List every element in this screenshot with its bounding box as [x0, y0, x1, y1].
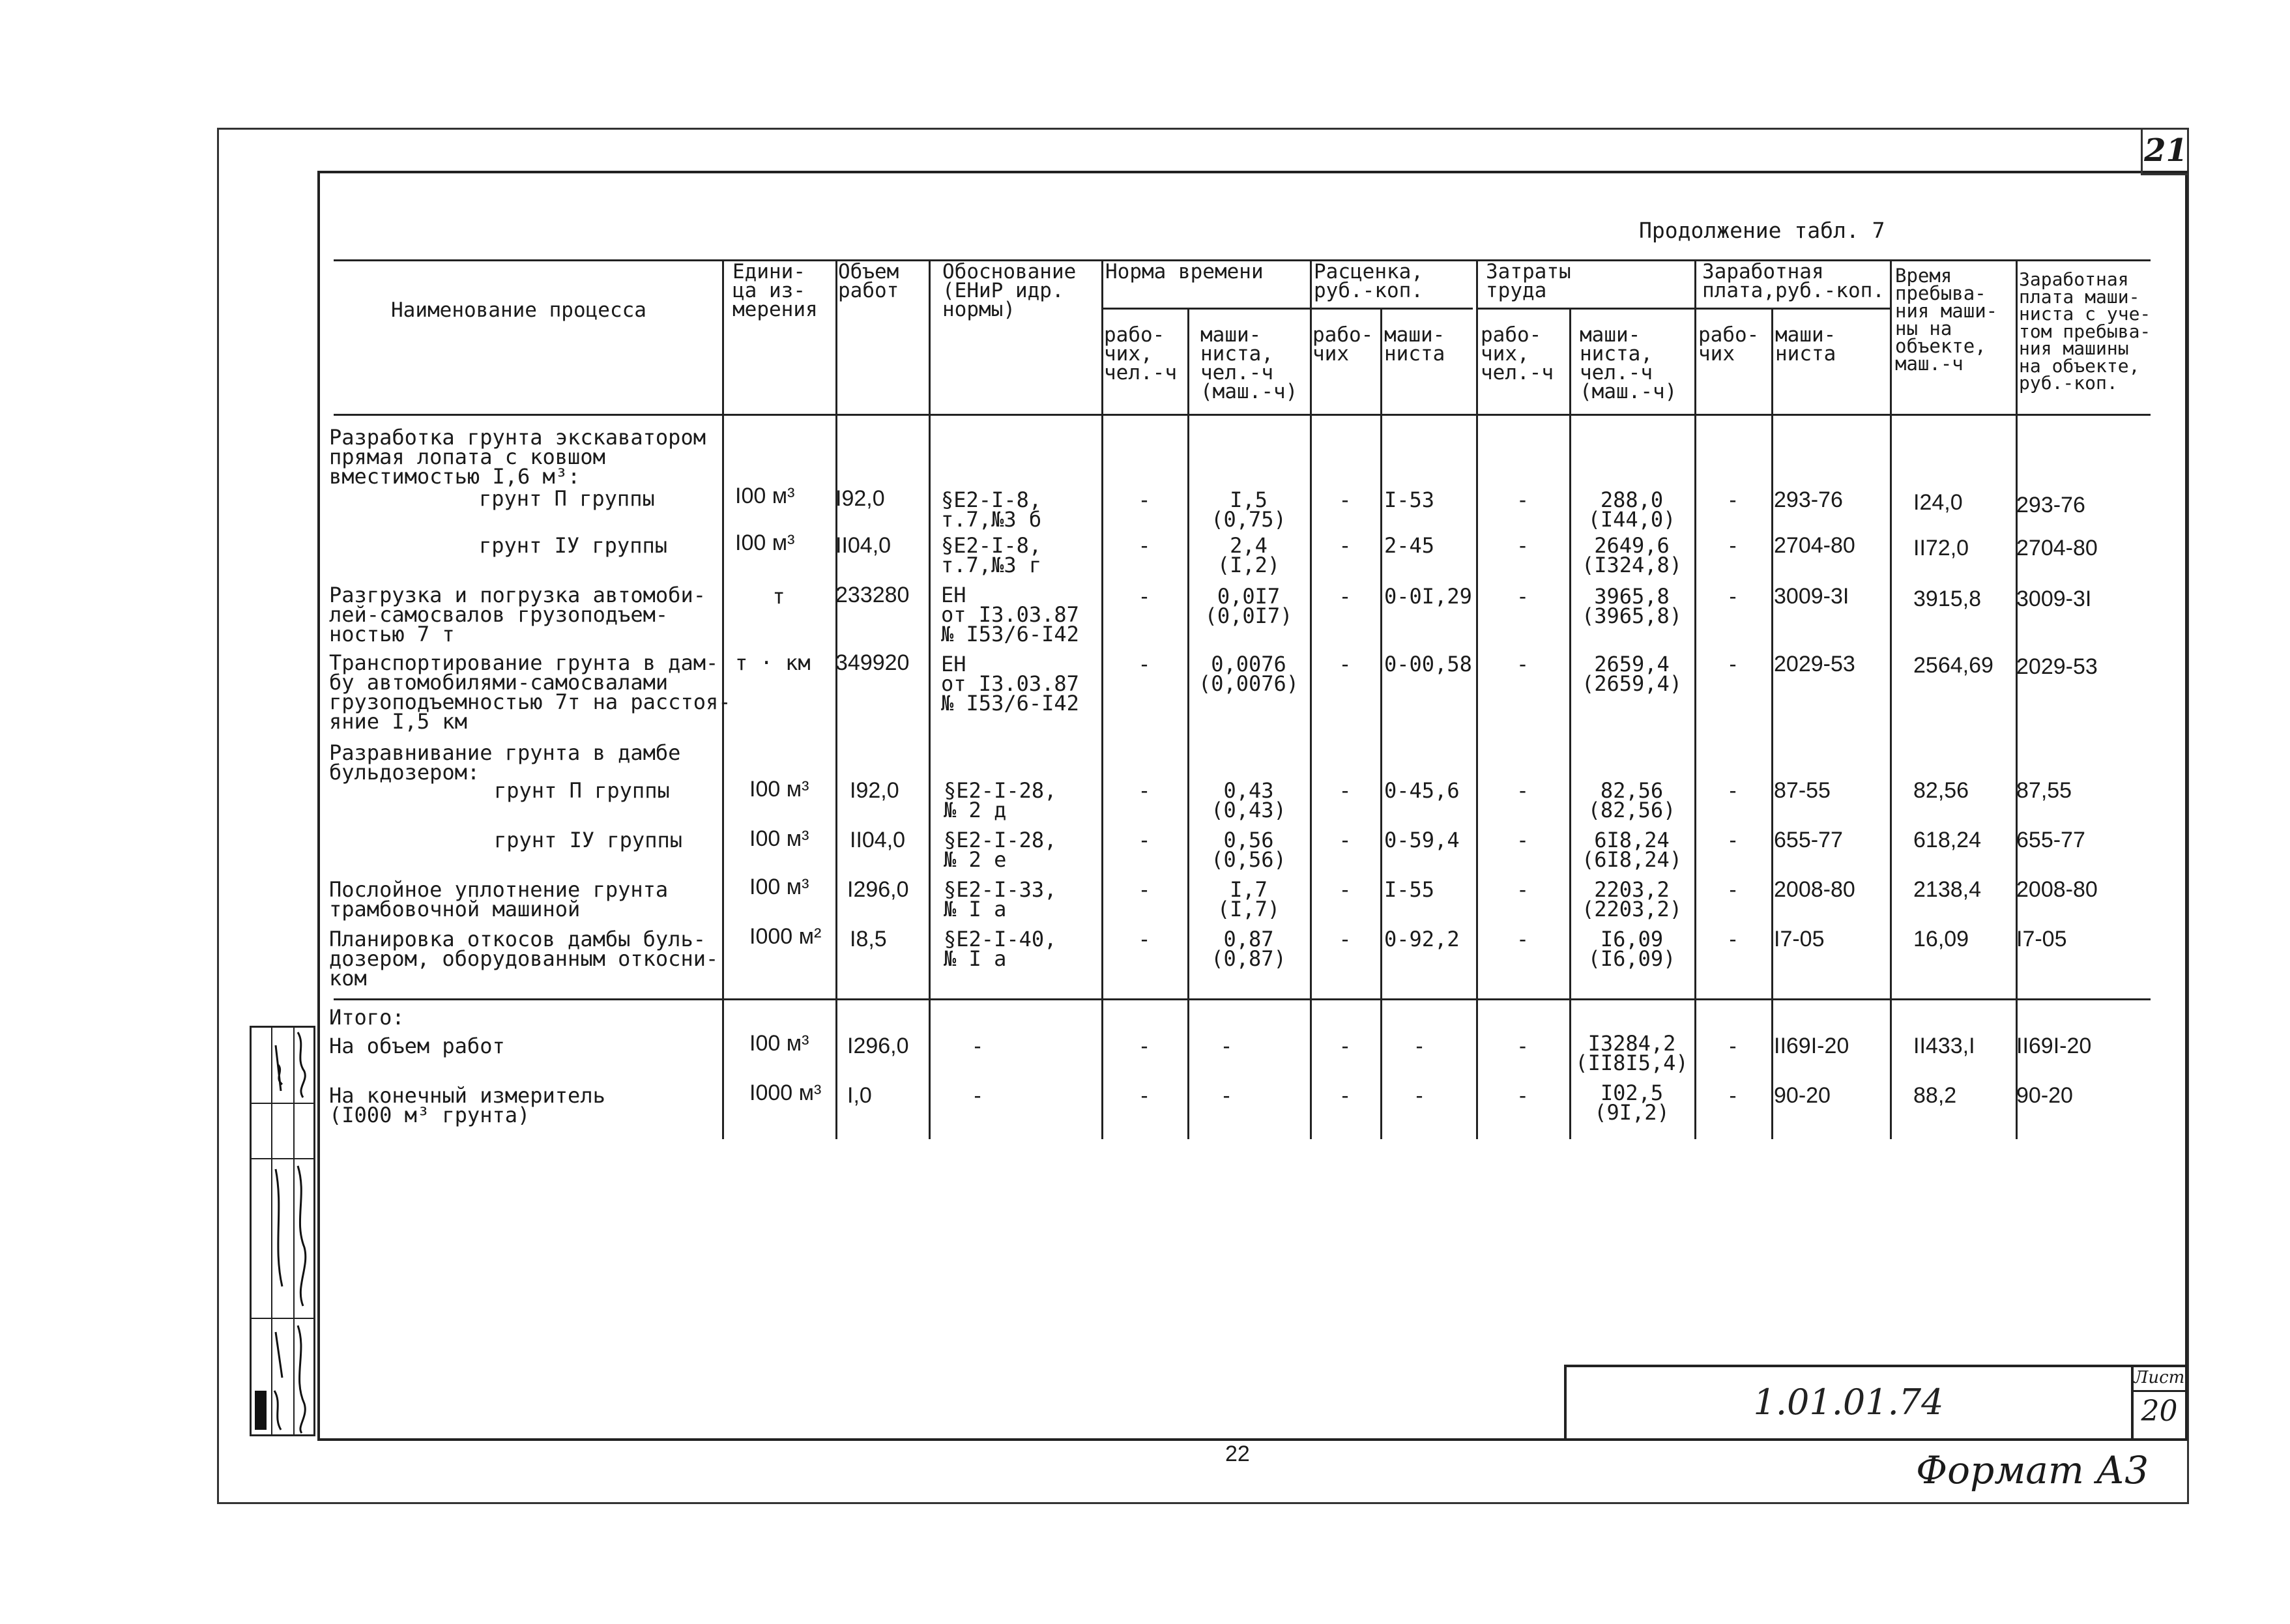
row-norm-machinist: 0,0076 (0,0076)	[1198, 652, 1299, 696]
row-norm-workers: -	[1138, 877, 1151, 902]
header-wage-workers: рабо- чих	[1698, 323, 1760, 366]
sheet-number: 21	[2141, 128, 2189, 175]
row-wage-machinist: 2704-80	[1774, 533, 1855, 558]
section-excavation: Разработка грунта экскаватором прямая лопата с ковшом вместимостью I,6 м³:	[329, 425, 706, 489]
row-rate-workers: -	[1339, 487, 1352, 512]
row-wage-machinist: 655-77	[1774, 828, 1843, 852]
row-stay-time: 618,24	[1913, 828, 1981, 852]
row-stay-time: 88,2	[1913, 1083, 1957, 1108]
row-rate-workers: -	[1339, 584, 1352, 609]
row-unit: I00 м³	[749, 875, 809, 899]
table-caption: Продолжение табл. 7	[1639, 218, 1885, 243]
row-wage-workers: -	[1726, 877, 1739, 902]
row-wage-machinist: 293-76	[1774, 487, 1843, 512]
row-wage-machinist: 87-55	[1774, 778, 1831, 803]
row-rate-workers: -	[1339, 533, 1352, 558]
row-wage-workers: -	[1726, 652, 1739, 676]
row-wage-workers: -	[1726, 533, 1739, 558]
row-norm-workers: -	[1138, 927, 1151, 951]
row-rate-workers: -	[1339, 652, 1352, 676]
row-name: Транспортирование грунта в дам- бу автомобилями-самосвалами грузоподъемностью 7т на расстоя- яние I,5 км	[329, 650, 731, 734]
handwritten-signatures	[250, 1026, 315, 1436]
row-labor-machinist: 2659,4 (2659,4)	[1581, 652, 1683, 696]
row-norm-machinist: 0,43 (0,43)	[1211, 778, 1286, 822]
row-wage-total: 2704-80	[2016, 536, 2098, 560]
row-wage-total: I7-05	[2016, 927, 2067, 951]
row-name: грунт П группы	[494, 778, 670, 803]
row-stay-time: I24,0	[1913, 490, 1963, 515]
row-name: Разгрузка и погрузка автомоби- лей-самосвалов грузоподъем- ностью 7 т	[329, 583, 706, 646]
header-stay-time: Время пребыва- ния маши- ны на объекте, маш.-ч	[1895, 265, 1998, 375]
row-basis: §Е2-I-40, № I а	[944, 927, 1057, 971]
row-labor-workers: -	[1516, 1034, 1529, 1058]
row-basis: §Е2-I-33, № I а	[944, 877, 1057, 921]
row-stay-time: II433,I	[1913, 1034, 1975, 1058]
row-labor-machinist: 82,56 (82,56)	[1587, 778, 1676, 822]
header-wage-machinist: маши- ниста	[1775, 323, 1836, 366]
row-labor-workers: -	[1516, 584, 1529, 609]
row-labor-machinist: 3965,8 (3965,8)	[1581, 584, 1683, 628]
row-wage-workers: -	[1726, 927, 1739, 951]
row-wage-total: 87,55	[2016, 778, 2072, 803]
row-norm-machinist: -	[1220, 1083, 1233, 1108]
row-volume: I296,0	[847, 1034, 909, 1058]
row-rate-machinist: 0-45,6	[1384, 778, 1460, 803]
row-norm-workers: -	[1138, 778, 1151, 803]
header-wage: Заработная плата,руб.-коп.	[1702, 260, 1885, 302]
row-rate-machinist: 0-59,4	[1384, 828, 1460, 852]
row-norm-machinist: -	[1220, 1034, 1233, 1058]
document-code: 1.01.01.74	[1753, 1382, 1944, 1423]
row-basis: ЕН от I3.03.87 № I53/6-I42	[941, 583, 1079, 646]
row-labor-workers: -	[1516, 652, 1529, 676]
row-volume: II04,0	[850, 828, 906, 852]
row-stay-time: 3915,8	[1913, 587, 1981, 611]
row-norm-workers: -	[1138, 487, 1151, 512]
row-labor-machinist: 2649,6 (I324,8)	[1581, 533, 1683, 577]
row-basis: ЕН от I3.03.87 № I53/6-I42	[941, 652, 1079, 716]
row-rate-workers: -	[1339, 1083, 1352, 1108]
sheet-box-number: 20	[2141, 1395, 2178, 1428]
row-volume: I92,0	[850, 778, 899, 803]
row-name: На объем работ	[329, 1034, 505, 1058]
row-wage-machinist: II69I-20	[1774, 1034, 1849, 1058]
row-wage-machinist: 3009-3I	[1774, 584, 1849, 609]
row-name: На конечный измеритель (I000 м³ грунта)	[329, 1083, 605, 1127]
row-unit: I00 м³	[735, 530, 795, 555]
row-wage-total: 90-20	[2016, 1083, 2073, 1108]
row-unit: I000 м³	[749, 1080, 822, 1105]
row-basis: §Е2-I-28, № 2 е	[944, 828, 1057, 872]
row-wage-total: 655-77	[2016, 828, 2085, 852]
header-wage-total: Заработная плата маши- ниста с уче- том пребыва- ния машины на объекте, руб.-коп.	[2019, 268, 2151, 394]
format-label: Формат А3	[1916, 1448, 2149, 1492]
row-rate-machinist: -	[1413, 1083, 1426, 1108]
row-basis: §Е2-I-8, т.7,№3 г	[941, 533, 1042, 577]
row-unit: т · км	[735, 650, 811, 675]
row-norm-workers: -	[1138, 1034, 1151, 1058]
row-norm-workers: -	[1138, 533, 1151, 558]
row-labor-machinist: I6,09 (I6,09)	[1587, 927, 1676, 971]
row-labor-machinist: I3284,2 (II8I5,4)	[1575, 1031, 1689, 1075]
row-wage-workers: -	[1726, 828, 1739, 852]
row-norm-machinist: 2,4 (I,2)	[1217, 533, 1281, 577]
header-norm-workers: рабо- чих, чел.-ч	[1104, 323, 1177, 384]
row-name: грунт IУ группы	[479, 533, 667, 558]
row-unit: I00 м³	[735, 484, 795, 508]
row-wage-workers: -	[1726, 584, 1739, 609]
row-labor-machinist: 288,0 (I44,0)	[1587, 487, 1676, 532]
row-volume: I8,5	[850, 927, 887, 951]
section-leveling: Разравнивание грунта в дамбе бульдозером:	[329, 740, 681, 785]
header-basis: Обоснование (ЕНиР идр. нормы)	[942, 260, 1077, 321]
row-norm-machinist: I,7 (I,7)	[1217, 877, 1281, 921]
row-norm-machinist: 0,87 (0,87)	[1211, 927, 1286, 971]
row-unit: т	[772, 584, 785, 609]
header-rate-workers: рабо- чих	[1312, 323, 1374, 366]
row-rate-machinist: 2-45	[1384, 533, 1435, 558]
row-unit: I00 м³	[749, 777, 809, 802]
row-labor-workers: -	[1516, 1083, 1529, 1108]
row-rate-machinist: 0-00,58	[1384, 652, 1472, 676]
row-labor-workers: -	[1516, 877, 1529, 902]
header-rate: Расценка, руб.-коп.	[1314, 260, 1423, 302]
row-labor-workers: -	[1516, 533, 1529, 558]
row-unit: I000 м²	[749, 924, 822, 949]
header-norm: Норма времени	[1105, 260, 1264, 283]
row-rate-workers: -	[1339, 778, 1352, 803]
row-norm-machinist: I,5 (0,75)	[1211, 487, 1286, 532]
sheet-label: Лист	[2132, 1366, 2186, 1392]
row-stay-time: 82,56	[1913, 778, 1969, 803]
row-volume: I296,0	[847, 877, 909, 902]
row-wage-workers: -	[1726, 487, 1739, 512]
row-wage-workers: -	[1726, 1083, 1739, 1108]
row-rate-workers: -	[1339, 877, 1352, 902]
row-rate-machinist: 0-0I,29	[1384, 584, 1472, 609]
row-labor-machinist: I02,5 (9I,2)	[1594, 1080, 1670, 1125]
row-name: грунт П группы	[479, 486, 655, 511]
approval-sidebar	[250, 1026, 315, 1436]
row-labor-workers: -	[1516, 778, 1529, 803]
row-unit: I00 м³	[749, 1031, 809, 1056]
row-norm-workers: -	[1138, 828, 1151, 852]
row-norm-machinist: 0,56 (0,56)	[1211, 828, 1286, 872]
row-basis: §Е2-I-28, № 2 д	[944, 778, 1057, 822]
row-basis: -	[971, 1034, 984, 1058]
row-wage-workers: -	[1726, 1034, 1739, 1058]
row-stay-time: 2564,69	[1913, 653, 1993, 678]
row-norm-machinist: 0,0I7 (0,0I7)	[1204, 584, 1293, 628]
row-basis: §Е2-I-8, т.7,№3 б	[941, 487, 1042, 532]
row-wage-machinist: 2008-80	[1774, 877, 1855, 902]
row-name: Послойное уплотнение грунта трамбовочной машиной	[329, 877, 669, 921]
row-rate-machinist: -	[1413, 1034, 1426, 1058]
row-stay-time: II72,0	[1913, 536, 1969, 560]
row-basis: -	[971, 1083, 984, 1108]
row-norm-workers: -	[1138, 584, 1151, 609]
header-name: Наименование процесса	[391, 298, 646, 322]
row-labor-workers: -	[1516, 487, 1529, 512]
row-stay-time: 2138,4	[1913, 877, 1981, 902]
row-wage-total: 3009-3I	[2016, 587, 2092, 611]
section-total: Итого:	[329, 1005, 405, 1030]
row-stay-time: 16,09	[1913, 927, 1969, 951]
row-wage-machinist: I7-05	[1774, 927, 1825, 951]
row-rate-workers: -	[1339, 828, 1352, 852]
row-volume: I,0	[847, 1083, 872, 1108]
row-volume: II04,0	[835, 533, 891, 558]
row-rate-machinist: 0-92,2	[1384, 927, 1460, 951]
row-rate-workers: -	[1339, 927, 1352, 951]
row-rate-workers: -	[1339, 1034, 1352, 1058]
header-rate-machinist: маши- ниста	[1384, 323, 1445, 366]
row-norm-workers: -	[1138, 1083, 1151, 1108]
row-labor-workers: -	[1516, 828, 1529, 852]
row-labor-workers: -	[1516, 927, 1529, 951]
row-rate-machinist: I-53	[1384, 487, 1435, 512]
page-number: 22	[1225, 1442, 1250, 1466]
header-volume: Объем работ	[838, 260, 899, 302]
row-labor-machinist: 2203,2 (2203,2)	[1581, 877, 1683, 921]
row-volume: 349920	[835, 650, 910, 675]
row-rate-machinist: I-55	[1384, 877, 1435, 902]
header-labor: Затраты труда	[1486, 260, 1571, 302]
row-unit: I00 м³	[749, 826, 809, 851]
row-wage-machinist: 2029-53	[1774, 652, 1855, 676]
row-wage-total: 293-76	[2016, 493, 2085, 517]
header-unit: Едини- ца из- мерения	[732, 260, 818, 321]
row-norm-workers: -	[1138, 652, 1151, 676]
row-wage-machinist: 90-20	[1774, 1083, 1831, 1108]
row-wage-workers: -	[1726, 778, 1739, 803]
row-name: Планировка откосов дамбы буль- дозером, оборудованным откосни- ком	[329, 927, 719, 991]
row-wage-total: II69I-20	[2016, 1034, 2092, 1058]
row-wage-total: 2029-53	[2016, 654, 2098, 679]
header-labor-workers: рабо- чих, чел.-ч	[1481, 323, 1554, 384]
row-volume: 233280	[835, 583, 910, 607]
header-labor-machinist: маши- ниста, чел.-ч (маш.-ч)	[1580, 323, 1677, 403]
row-wage-total: 2008-80	[2016, 877, 2098, 902]
row-labor-machinist: 6I8,24 (6I8,24)	[1581, 828, 1683, 872]
header-norm-machinist: маши- ниста, чел.-ч (маш.-ч)	[1200, 323, 1298, 403]
row-name: грунт IУ группы	[494, 828, 682, 852]
row-volume: I92,0	[835, 486, 885, 511]
